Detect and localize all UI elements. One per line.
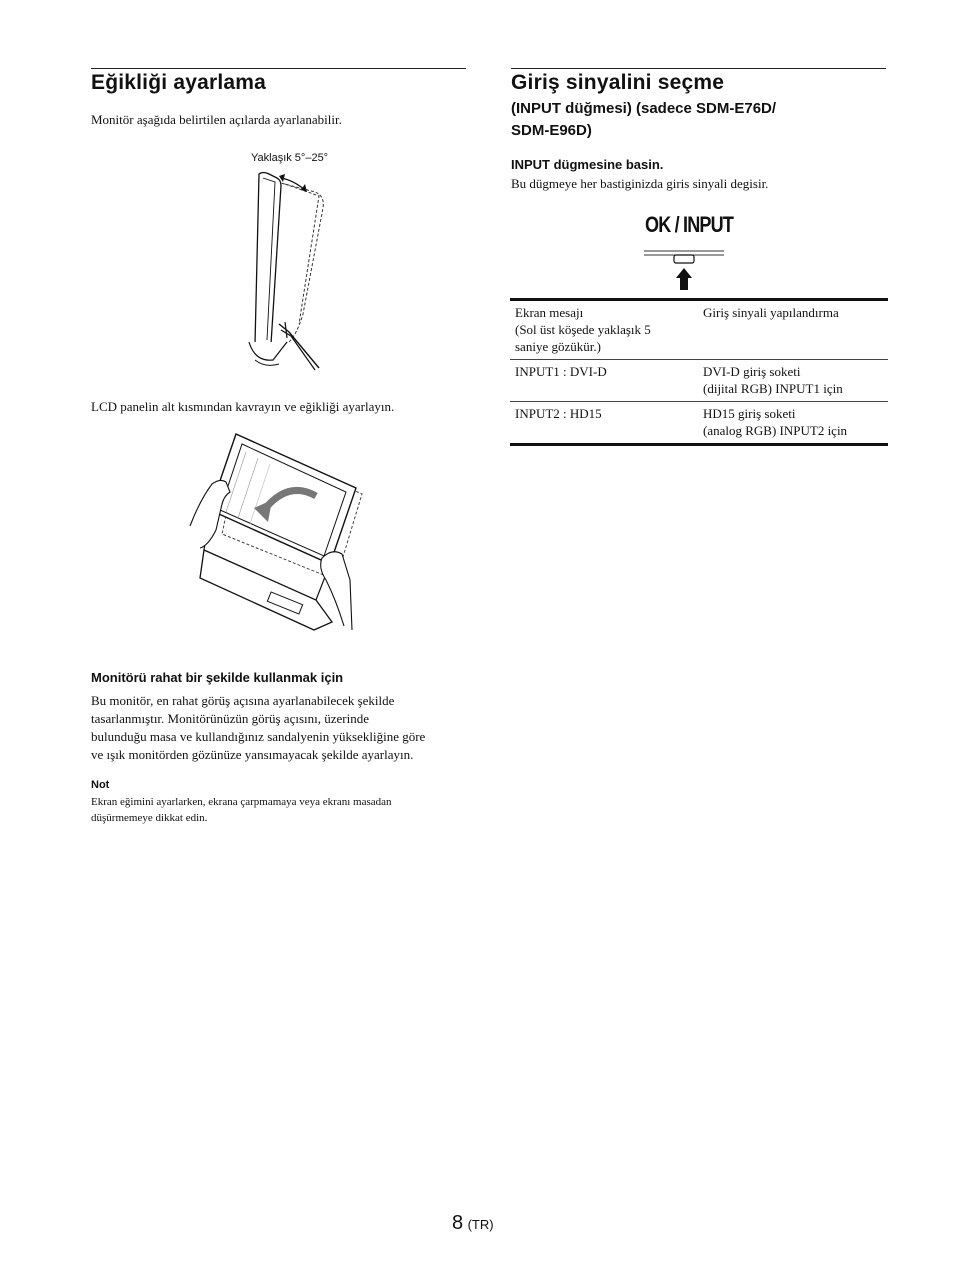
table-row — [510, 360, 888, 402]
left-column-rule — [91, 68, 466, 69]
table-cell: DVI-D giriş soketi (dijital RGB) INPUT1 için — [698, 360, 888, 402]
ok-input-button-label: OK / INPUT — [645, 212, 734, 237]
grip-instruction-text: LCD panelin alt kısmından kavrayın ve eğikliği ayarlayın. — [91, 399, 395, 414]
note-line: düşürmemeye dikkat edin. — [91, 812, 208, 824]
comfort-heading: Monitörü rahat bir şekilde kullanmak için — [91, 670, 344, 685]
table-cell: HD15 giriş soketi (analog RGB) INPUT2 için — [698, 402, 888, 445]
section-subtitle-line1: (INPUT düğmesi) (sadece SDM-E76D/ — [511, 100, 777, 117]
table-cell: Ekran mesajı (Sol üst köşede yaklaşık 5 saniye gözükür.) — [510, 300, 698, 360]
table-row — [510, 300, 888, 360]
note-line: Ekran eğimini ayarlarken, ekrana çarpmamaya veya ekranı masadan — [91, 796, 392, 808]
comfort-paragraph — [91, 692, 425, 764]
table-cell: Giriş sinyali yapılandırma — [698, 300, 888, 360]
comfort-line: ve ışık monitörden gözünüze yansımayacak şekilde ayarlayın. — [91, 747, 414, 762]
comfort-line: Bu monitör, en rahat görüş açısına ayarlanabilecek şekilde — [91, 693, 395, 708]
input-signal-table — [510, 298, 888, 446]
section-title-input: Giriş sinyalini seçme — [511, 71, 725, 94]
monitor-tilt-hands-illustration — [186, 430, 376, 638]
monitor-tilt-side-illustration — [215, 164, 355, 374]
up-arrow-icon — [676, 268, 692, 290]
table-cell: INPUT1 : DVI-D — [510, 360, 698, 402]
table-cell: INPUT2 : HD15 — [510, 402, 698, 445]
table-row — [510, 402, 888, 445]
comfort-line: tasarlanmıştır. Monitörünüzün görüş açısını, üzerinde — [91, 711, 369, 726]
note-heading: Not — [91, 779, 110, 791]
input-button-illustration — [640, 246, 730, 294]
note-paragraph — [91, 794, 392, 826]
page-number — [452, 1212, 494, 1235]
section-title-tilt: Eğikliği ayarlama — [91, 71, 266, 94]
section-subtitle-line2: SDM-E96D) — [511, 122, 592, 139]
comfort-line: bulunduğu masa ve kullandığınız sandalyenin yüksekliğine göre — [91, 729, 426, 744]
instruction-text: Bu dügmeye her bastiginizda giris sinyali degisir. — [511, 176, 769, 191]
right-column-rule — [511, 68, 886, 69]
page-region: (TR) — [467, 1217, 494, 1232]
page-number-value: 8 — [452, 1212, 464, 1234]
tilt-intro-text: Monitör aşağıda belirtilen açılarda ayarlanabilir. — [91, 112, 342, 127]
instruction-heading: INPUT dügmesine basin. — [511, 157, 664, 172]
angle-label: Yaklaşık 5°–25° — [251, 152, 329, 164]
